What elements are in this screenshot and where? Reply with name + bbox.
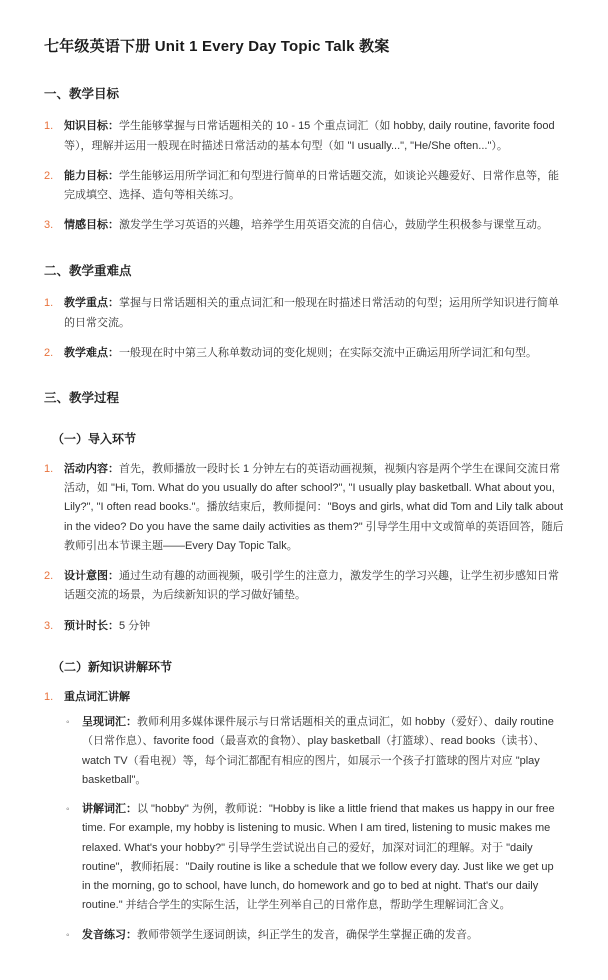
list-item-text: 一般现在时中第三人称单数动词的变化规则；在实际交流中正确运用所学词汇和句型。: [119, 346, 537, 359]
list-item-label: 重点词汇讲解: [64, 690, 130, 703]
lead-in-list: [44, 460, 564, 636]
list-marker: 2.: [44, 169, 54, 182]
subsection-heading-new-knowledge: （二）新知识讲解环节: [52, 659, 173, 674]
list-item: [64, 926, 564, 945]
list-marker: 3.: [44, 619, 54, 632]
bullet-icon: ◦: [66, 929, 70, 941]
list-item-text: 首先，教师播放一段时长 1 分钟左右的英语动画视频，视频内容是两个学生在课间交流日常活动，如 "Hi, Tom. What do you usually do after school?", "I usually play basketball. What about you, Lily?", "I often read books."。播放结束后，教师提问："Boys and girls, what did Tom and Lily talk about in the video? Do you have the same daily activities as them?" 引导学生用中文或简单的英语回答，随后教师引出本节课主题——Every Day Topic Talk。: [64, 462, 564, 552]
list-item-text: 学生能够运用所学词汇和句型进行简单的日常话题交流，如谈论兴趣爱好、日常作息等，能完成填空、选择、造句等相关练习。: [64, 169, 559, 201]
list-item: [44, 117, 564, 156]
list-item-text: 激发学生学习英语的兴趣，培养学生用英语交流的自信心，鼓励学生积极参与课堂互动。: [119, 219, 548, 232]
sub-item-label: 讲解词汇：: [82, 803, 137, 815]
sub-item-text: 教师带领学生逐词朗读，纠正学生的发音，确保学生掌握正确的发音。: [137, 928, 478, 941]
list-item: [44, 294, 564, 333]
list-marker: 3.: [44, 219, 54, 232]
sub-item-label: 呈现词汇：: [82, 716, 137, 728]
list-item: [44, 567, 564, 606]
list-marker: 1.: [44, 297, 54, 310]
list-item-text: 掌握与日常话题相关的重点词汇和一般现在时描述日常活动的句型；运用所学知识进行简单的日常交流。: [64, 297, 559, 329]
bullet-icon: ◦: [66, 804, 70, 815]
teaching-goals-list: [44, 117, 564, 235]
list-item-label: 活动内容：: [64, 462, 119, 475]
list-item-label: 设计意图：: [64, 570, 119, 582]
vocabulary-sub-list: [64, 713, 564, 945]
list-marker: 1.: [44, 462, 54, 475]
list-marker: 2.: [44, 570, 54, 582]
section-heading-teaching-goals: 一、教学目标: [44, 86, 120, 101]
sub-item-label: 发音练习：: [82, 928, 137, 941]
list-item-label: 能力目标：: [64, 169, 119, 182]
list-item: [44, 167, 564, 206]
list-marker: 1.: [44, 690, 54, 703]
list-item: [44, 617, 564, 636]
sub-item-text: 教师利用多媒体课件展示与日常话题相关的重点词汇，如 hobby（爱好）、daily routine（日常作息）、favorite food（最喜欢的食物）、play basketball（打篮球）、read books（读书）、watch TV（看电视）等，每个词汇都配有相应的图片，如展示一个孩子打篮球的图片对应 "play basketball"。: [82, 716, 554, 786]
new-knowledge-list: [44, 688, 564, 945]
list-item: [44, 460, 564, 556]
list-item-text: 5 分钟: [119, 619, 151, 632]
list-item-text: 学生能够掌握与日常话题相关的 10 - 15 个重点词汇（如 hobby, daily routine, favorite food 等），理解并运用一般现在时描述日常活动的基本句型（如 "I usually...", "He/She often..."）。: [64, 120, 555, 152]
subsection-heading-lead-in: （一）导入环节: [52, 431, 137, 446]
list-item-label: 预计时长：: [64, 619, 119, 632]
list-item-label: 教学重点：: [64, 297, 119, 310]
page-title: 七年级英语下册 Unit 1 Every Day Topic Talk 教案: [44, 38, 390, 55]
list-item-label: 知识目标：: [64, 120, 119, 133]
list-marker: 2.: [44, 346, 54, 359]
bullet-icon: ◦: [66, 717, 70, 728]
list-item-text: 通过生动有趣的动画视频，吸引学生的注意力，激发学生的学习兴趣，让学生初步感知日常话题交流的场景，为后续新知识的学习做好铺垫。: [64, 570, 559, 602]
list-item: [44, 344, 564, 363]
list-item-label: 情感目标：: [64, 219, 119, 232]
list-item-label: 教学难点：: [64, 346, 119, 359]
sub-item-text: 以 "hobby" 为例，教师说："Hobby is like a little friend that makes us happy in our free time. For example, my hobby is listening to music. When I am tired, listening to music makes me relaxed. What's your hobby?" 引导学生尝试说出自己的爱好，加深对词汇的理解。对于 "daily routine"，教师拓展："Daily routine is like a schedule that we follow every day. Just like we get up in the morning, go to school, have lunch, do homework and go to bed at night. That's our daily routine." 并结合学生的实际生活，让学生列举自己的日常作息，帮助学生理解词汇含义。: [82, 803, 555, 912]
list-item: [64, 713, 564, 790]
list-item: [44, 688, 564, 945]
section-heading-key-difficulties: 二、教学重难点: [44, 263, 132, 278]
list-item: [64, 800, 564, 916]
section-heading-teaching-process: 三、教学过程: [44, 391, 120, 405]
list-item: [44, 216, 564, 235]
list-marker: 1.: [44, 120, 54, 133]
key-difficulties-list: [44, 294, 564, 363]
